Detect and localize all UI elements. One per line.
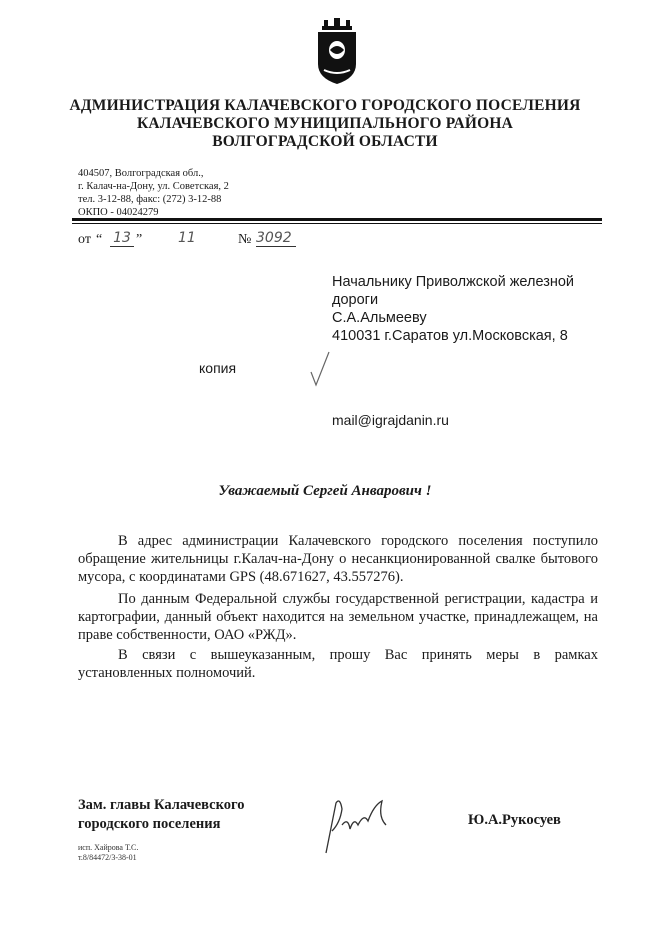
executor-phone: т.8/84472/3-38-01 — [78, 853, 137, 862]
address-line1: 404507, Волгоградская обл., — [78, 168, 204, 179]
coat-of-arms-icon — [314, 16, 360, 86]
date-label: от — [78, 232, 91, 247]
org-name-line1: АДМИНИСТРАЦИЯ КАЛАЧЕВСКОГО ГОРОДСКОГО ПОСЕЛЕНИЯ — [69, 97, 581, 114]
executor-name: исп. Хайрова Т.С. — [78, 843, 139, 852]
signatory-role-line2: городского поселения — [78, 816, 221, 832]
date-quote-close: ” — [136, 232, 143, 247]
body-paragraph-1: В адрес администрации Калачевского городского поселения поступило обращение жительницы г.Калач-на-Дону о несанкционированной свалке бытового мусора, с координатами GPS (48.671627, 43.557276). — [78, 533, 598, 585]
executor-info — [78, 843, 138, 863]
okpo-line: ОКПО - 04024279 — [78, 207, 159, 218]
checkmark-icon — [308, 350, 332, 388]
letter-body — [78, 532, 598, 682]
recipient-line2: дороги — [332, 292, 379, 308]
number-label: № — [238, 232, 252, 247]
signatory-role — [78, 796, 245, 834]
signatory-role-line1: Зам. главы Калачевского — [78, 797, 245, 813]
org-name-line2: КАЛАЧЕВСКОГО МУНИЦИПАЛЬНОГО РАЙОНА — [136, 115, 514, 132]
copy-label: копия — [199, 360, 237, 376]
signatory-name: Ю.А.Рукосуев — [468, 812, 561, 828]
greeting: Уважаемый Сергей Анварович ! — [218, 483, 432, 499]
recipient-block — [332, 273, 592, 345]
recipient-address: 410031 г.Саратов ул.Московская, 8 — [332, 328, 568, 344]
address-line2: г. Калач-на-Дону, ул. Советская, 2 — [78, 181, 229, 192]
header-rule-thin — [72, 223, 602, 224]
date-quote-open: “ — [96, 232, 103, 247]
date-month: 11 — [178, 230, 196, 246]
handwritten-signature-icon — [320, 795, 400, 855]
address-line3: тел. 3-12-88, факс: (272) 3-12-88 — [78, 194, 222, 205]
body-paragraph-2: По данным Федеральной службы государственной регистрации, кадастра и картографии, данный объект находится на земельном участке, принадлежащем, на праве собственности, ОАО «РЖД». — [78, 591, 598, 643]
org-name-line3: ВОЛГОГРАДСКОЙ ОБЛАСТИ — [212, 133, 438, 150]
date-day: 13 — [110, 230, 134, 247]
recipient-line1: Начальнику Приволжской железной — [332, 274, 575, 290]
copy-email: mail@igrajdanin.ru — [332, 412, 449, 428]
reg-number: 3092 — [256, 230, 296, 247]
body-paragraph-3: В связи с вышеуказанным, прошу Вас принять меры в рамках установленных полномочий. — [78, 647, 598, 681]
header-rule — [72, 218, 602, 221]
recipient-name: С.А.Альмееву — [332, 310, 427, 326]
